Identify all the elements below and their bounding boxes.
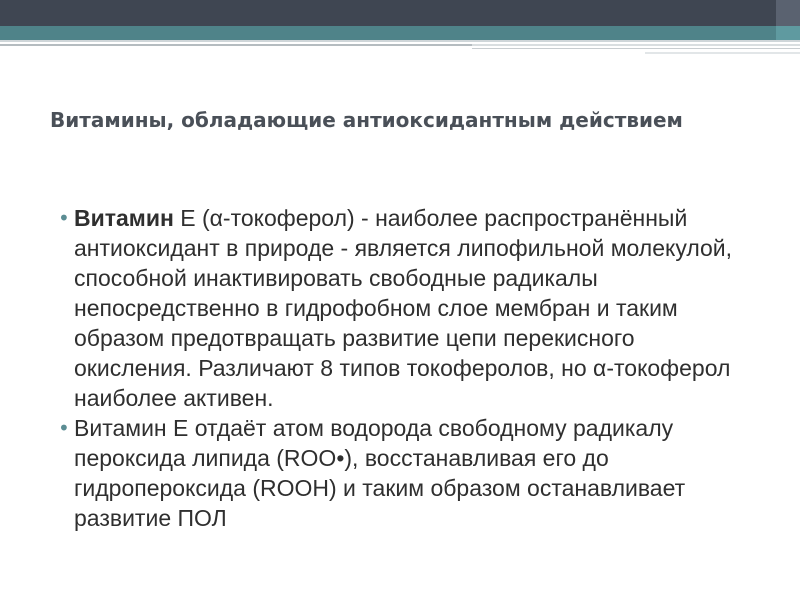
header-dark-stripe-right [776,0,800,26]
header-decor-line [472,48,800,49]
slide-title: Витамины, обладающие антиоксидантным действием [50,108,683,132]
header-teal-stripe-right [776,26,800,40]
header-teal-stripe [0,26,776,40]
header-light-line [0,40,800,42]
bullet-text [74,205,732,411]
header-decor-line [645,52,800,54]
header-decor-line [472,44,800,46]
bullet-list [58,203,758,533]
bullet-icon: • [58,206,70,230]
header-decor-line [0,44,472,46]
bullet-lead: Витамин [74,205,174,231]
header-dark-stripe [0,0,776,26]
header-band [0,0,800,56]
bullet-icon: • [58,416,70,440]
bullet-item-vitamin-e [58,203,758,413]
bullet-item-mechanism [58,413,758,533]
bullet-body: Е (α-токоферол) - наиболее распространённый антиоксидант в природе - является липофильной молекулой, способной инактивировать свободные радикалы непосредственно в гидрофобном слое мембран и таким образом предотвращать развитие цепи перекисного окисления. Различают 8 типов токоферолов, но α-токоферол наиболее активен. [74,205,733,411]
bullet-body: Витамин Е отдаёт атом водорода свободному радикалу пероксида липида (ROO•), восстанавливая его до гидропероксида (ROOH) и таким образом останавливает развитие ПОЛ [74,415,686,531]
